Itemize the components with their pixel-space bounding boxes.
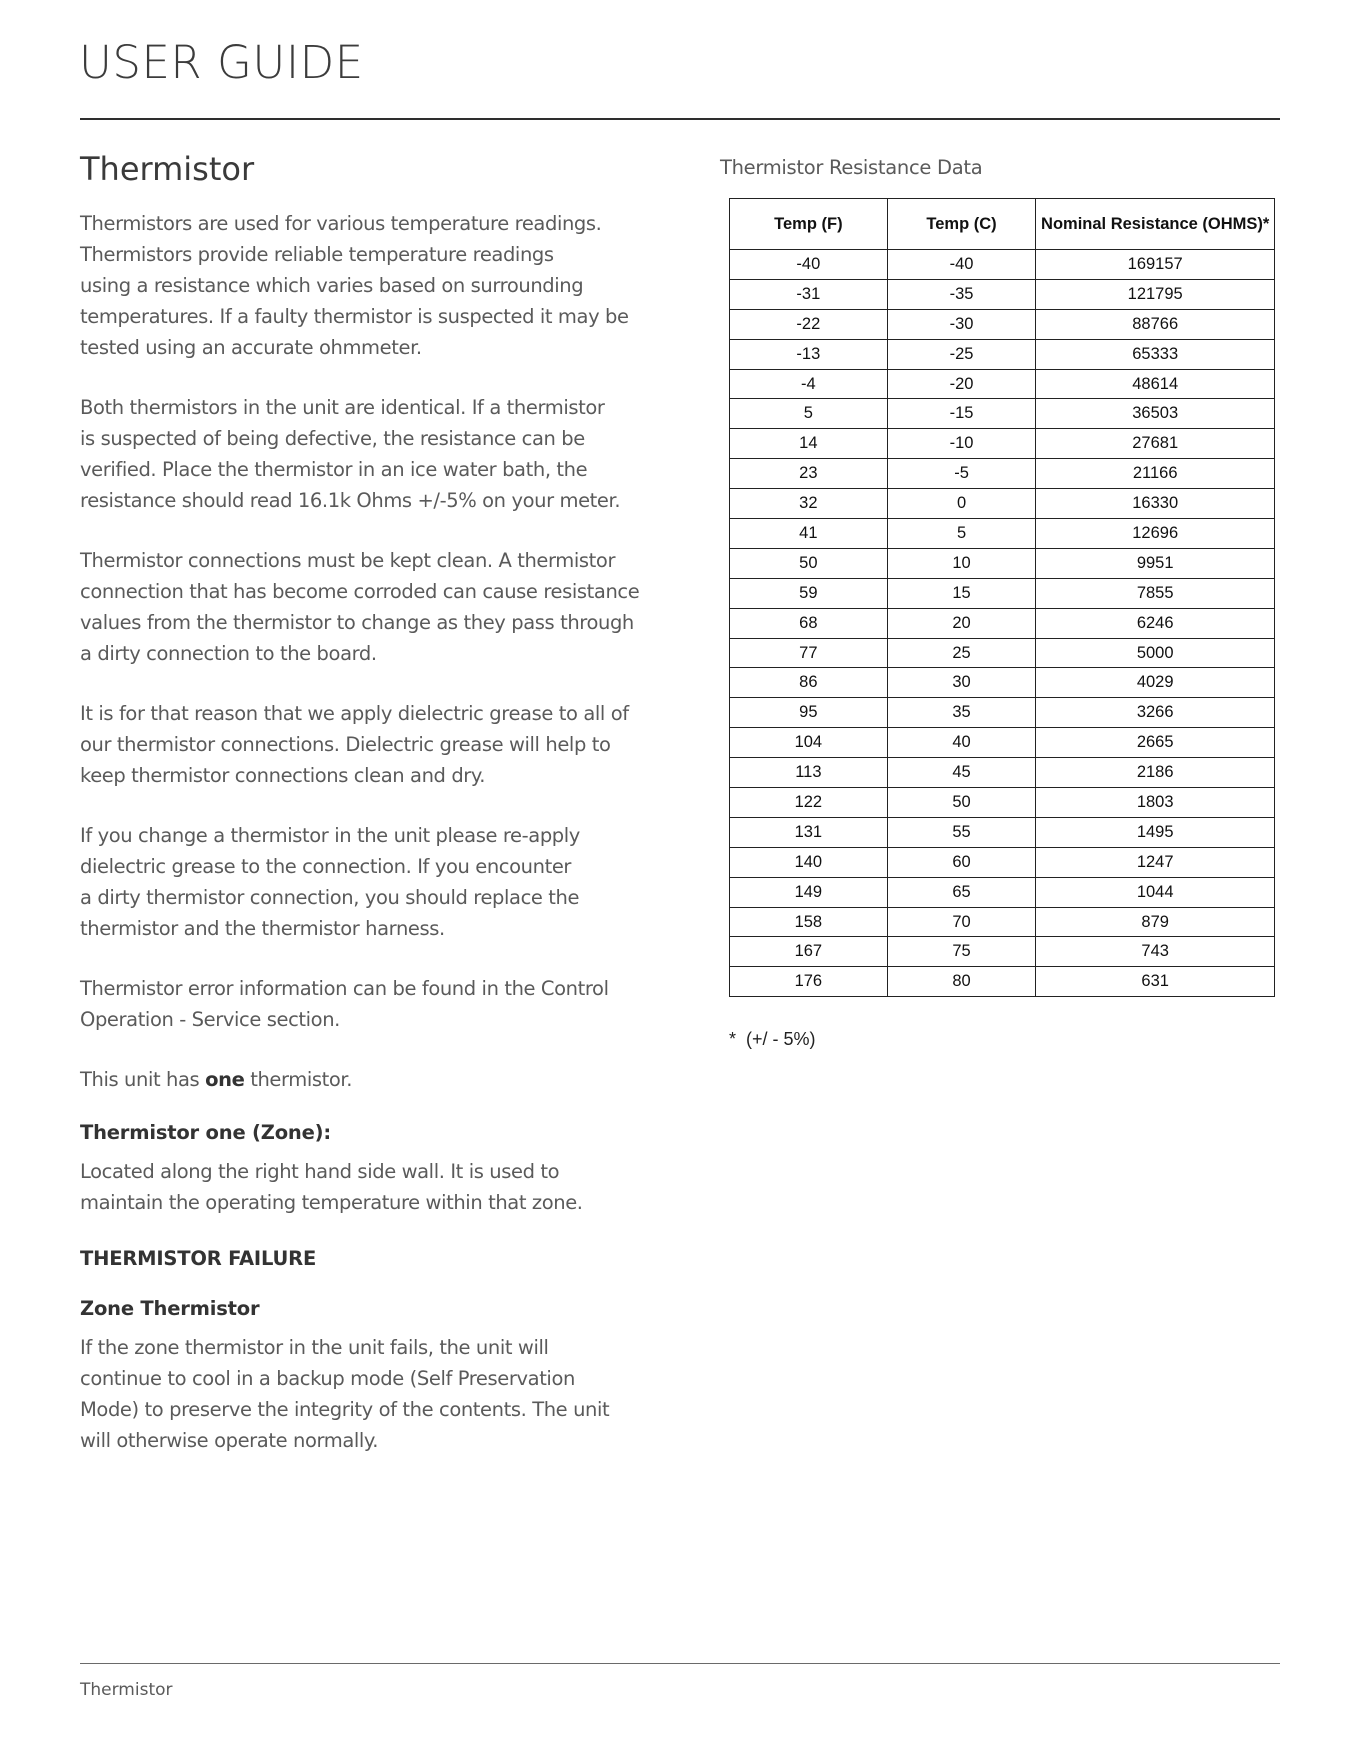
page-header-title: USER GUIDE bbox=[79, 36, 364, 89]
cell-temp-c: 65 bbox=[887, 877, 1036, 907]
cell-temp-f: 158 bbox=[730, 907, 888, 937]
table-body bbox=[730, 250, 1275, 997]
cell-resistance: 631 bbox=[1036, 967, 1275, 997]
table-footnote: * (+/ - 5%) bbox=[729, 1029, 816, 1049]
cell-resistance: 2186 bbox=[1036, 758, 1275, 788]
table-row bbox=[730, 309, 1275, 339]
paragraph-identical: Both thermistors in the unit are identical. If a thermistor is suspected of being defective, the resistance can be verified. Place the thermistor in an ice water bath, the resistance should read 16.1k Ohms +/-5% on your meter. bbox=[80, 396, 621, 512]
cell-temp-f: 167 bbox=[730, 937, 888, 967]
table-row bbox=[730, 877, 1275, 907]
cell-resistance: 27681 bbox=[1036, 429, 1275, 459]
cell-temp-f: 95 bbox=[730, 698, 888, 728]
paragraph-replace: If you change a thermistor in the unit please re-apply dielectric grease to the connection. If you encounter a dirty thermistor connection, you should replace the thermistor and the thermistor harness. bbox=[80, 824, 580, 940]
cell-temp-f: -40 bbox=[730, 250, 888, 280]
table-row bbox=[730, 339, 1275, 369]
cell-resistance: 7855 bbox=[1036, 578, 1275, 608]
cell-temp-f: 131 bbox=[730, 817, 888, 847]
cell-resistance: 4029 bbox=[1036, 668, 1275, 698]
unit-count-emphasis: one bbox=[205, 1068, 245, 1091]
cell-resistance: 88766 bbox=[1036, 309, 1275, 339]
table-row bbox=[730, 907, 1275, 937]
paragraph-connections: Thermistor connections must be kept clean. A thermistor connection that has become corroded can cause resistance values from the thermistor to change as they pass through a dirty connection to the board. bbox=[80, 549, 640, 665]
table-row bbox=[730, 578, 1275, 608]
cell-temp-c: 5 bbox=[887, 519, 1036, 549]
cell-resistance: 743 bbox=[1036, 937, 1275, 967]
cell-temp-f: 41 bbox=[730, 519, 888, 549]
table-row bbox=[730, 519, 1275, 549]
header-divider bbox=[80, 118, 1280, 120]
cell-temp-c: 0 bbox=[887, 489, 1036, 519]
table-row bbox=[730, 429, 1275, 459]
table-row bbox=[730, 608, 1275, 638]
cell-temp-c: 60 bbox=[887, 847, 1036, 877]
cell-temp-f: 176 bbox=[730, 967, 888, 997]
cell-temp-c: -20 bbox=[887, 369, 1036, 399]
cell-temp-f: 104 bbox=[730, 728, 888, 758]
cell-resistance: 879 bbox=[1036, 907, 1275, 937]
table-row bbox=[730, 489, 1275, 519]
column-header-temp-c: Temp (C) bbox=[887, 199, 1036, 250]
cell-temp-c: 30 bbox=[887, 668, 1036, 698]
cell-temp-c: 80 bbox=[887, 967, 1036, 997]
cell-temp-f: 77 bbox=[730, 638, 888, 668]
paragraph-error-info: Thermistor error information can be found in the Control Operation - Service section. bbox=[80, 977, 609, 1031]
cell-temp-f: 50 bbox=[730, 548, 888, 578]
table-row bbox=[730, 847, 1275, 877]
zone-thermistor-text: If the zone thermistor in the unit fails, the unit will continue to cool in a backup mode (Self Preservation Mode) to preserve the integrity of the contents. The unit will otherwise operate normally. bbox=[80, 1336, 610, 1452]
cell-temp-c: 40 bbox=[887, 728, 1036, 758]
cell-resistance: 121795 bbox=[1036, 279, 1275, 309]
table-row bbox=[730, 668, 1275, 698]
table-row bbox=[730, 638, 1275, 668]
table-row bbox=[730, 399, 1275, 429]
table-row bbox=[730, 698, 1275, 728]
cell-resistance: 1044 bbox=[1036, 877, 1275, 907]
table-row bbox=[730, 788, 1275, 818]
cell-temp-f: 14 bbox=[730, 429, 888, 459]
cell-temp-f: 86 bbox=[730, 668, 888, 698]
cell-resistance: 12696 bbox=[1036, 519, 1275, 549]
cell-temp-f: 5 bbox=[730, 399, 888, 429]
cell-temp-f: 113 bbox=[730, 758, 888, 788]
cell-temp-f: -13 bbox=[730, 339, 888, 369]
zone-thermistor-heading: Zone Thermistor bbox=[80, 1297, 260, 1320]
cell-resistance: 3266 bbox=[1036, 698, 1275, 728]
column-header-resistance: Nominal Resistance (OHMS)* bbox=[1036, 199, 1275, 250]
cell-temp-c: 75 bbox=[887, 937, 1036, 967]
cell-temp-f: 122 bbox=[730, 788, 888, 818]
cell-temp-f: -4 bbox=[730, 369, 888, 399]
cell-temp-c: 35 bbox=[887, 698, 1036, 728]
table-row bbox=[730, 937, 1275, 967]
footer-label: Thermistor bbox=[80, 1680, 173, 1700]
cell-temp-c: 25 bbox=[887, 638, 1036, 668]
cell-temp-f: -31 bbox=[730, 279, 888, 309]
right-column bbox=[720, 156, 1280, 1049]
cell-temp-c: -30 bbox=[887, 309, 1036, 339]
cell-resistance: 9951 bbox=[1036, 548, 1275, 578]
section-title: Thermistor bbox=[80, 150, 255, 188]
cell-temp-f: -22 bbox=[730, 309, 888, 339]
cell-temp-f: 23 bbox=[730, 459, 888, 489]
table-row bbox=[730, 459, 1275, 489]
table-row bbox=[730, 728, 1275, 758]
cell-temp-c: -15 bbox=[887, 399, 1036, 429]
cell-temp-c: 15 bbox=[887, 578, 1036, 608]
table-caption: Thermistor Resistance Data bbox=[720, 156, 983, 179]
table-row bbox=[730, 967, 1275, 997]
cell-temp-f: 140 bbox=[730, 847, 888, 877]
cell-temp-c: -35 bbox=[887, 279, 1036, 309]
thermistor-failure-heading: THERMISTOR FAILURE bbox=[80, 1247, 317, 1270]
column-header-temp-f: Temp (F) bbox=[730, 199, 888, 250]
table-row bbox=[730, 369, 1275, 399]
cell-resistance: 2665 bbox=[1036, 728, 1275, 758]
cell-resistance: 48614 bbox=[1036, 369, 1275, 399]
cell-resistance: 5000 bbox=[1036, 638, 1275, 668]
paragraph-unit-count: This unit has one thermistor. bbox=[80, 1068, 353, 1091]
thermistor-one-text: Located along the right hand side wall. It is used to maintain the operating temperature within that zone. bbox=[80, 1160, 583, 1214]
cell-resistance: 65333 bbox=[1036, 339, 1275, 369]
table-row bbox=[730, 817, 1275, 847]
cell-temp-c: -5 bbox=[887, 459, 1036, 489]
paragraph-grease: It is for that reason that we apply dielectric grease to all of our thermistor connections. Dielectric grease will help to keep thermistor connections clean and dry. bbox=[80, 702, 629, 787]
cell-temp-c: 20 bbox=[887, 608, 1036, 638]
cell-temp-c: 45 bbox=[887, 758, 1036, 788]
cell-temp-c: 10 bbox=[887, 548, 1036, 578]
cell-resistance: 1495 bbox=[1036, 817, 1275, 847]
cell-temp-f: 32 bbox=[730, 489, 888, 519]
cell-resistance: 169157 bbox=[1036, 250, 1275, 280]
cell-resistance: 1247 bbox=[1036, 847, 1275, 877]
resistance-table bbox=[729, 198, 1275, 997]
cell-temp-c: -25 bbox=[887, 339, 1036, 369]
table-header-row bbox=[730, 199, 1275, 250]
cell-temp-c: 70 bbox=[887, 907, 1036, 937]
cell-resistance: 16330 bbox=[1036, 489, 1275, 519]
cell-resistance: 6246 bbox=[1036, 608, 1275, 638]
cell-temp-f: 68 bbox=[730, 608, 888, 638]
table-row bbox=[730, 279, 1275, 309]
table-row bbox=[730, 548, 1275, 578]
left-column bbox=[80, 150, 650, 1485]
table-row bbox=[730, 758, 1275, 788]
table-row bbox=[730, 250, 1275, 280]
paragraph-intro: Thermistors are used for various temperature readings. Thermistors provide reliable temperature readings using a resistance which varies based on surrounding temperatures. If a faulty thermistor is suspected it may be tested using an accurate ohmmeter. bbox=[80, 212, 629, 359]
cell-temp-c: -40 bbox=[887, 250, 1036, 280]
cell-resistance: 21166 bbox=[1036, 459, 1275, 489]
cell-temp-f: 59 bbox=[730, 578, 888, 608]
cell-temp-c: 50 bbox=[887, 788, 1036, 818]
cell-temp-f: 149 bbox=[730, 877, 888, 907]
footer-divider bbox=[80, 1663, 1280, 1664]
thermistor-one-heading: Thermistor one (Zone): bbox=[80, 1121, 331, 1144]
cell-temp-c: 55 bbox=[887, 817, 1036, 847]
cell-resistance: 1803 bbox=[1036, 788, 1275, 818]
cell-temp-c: -10 bbox=[887, 429, 1036, 459]
cell-resistance: 36503 bbox=[1036, 399, 1275, 429]
